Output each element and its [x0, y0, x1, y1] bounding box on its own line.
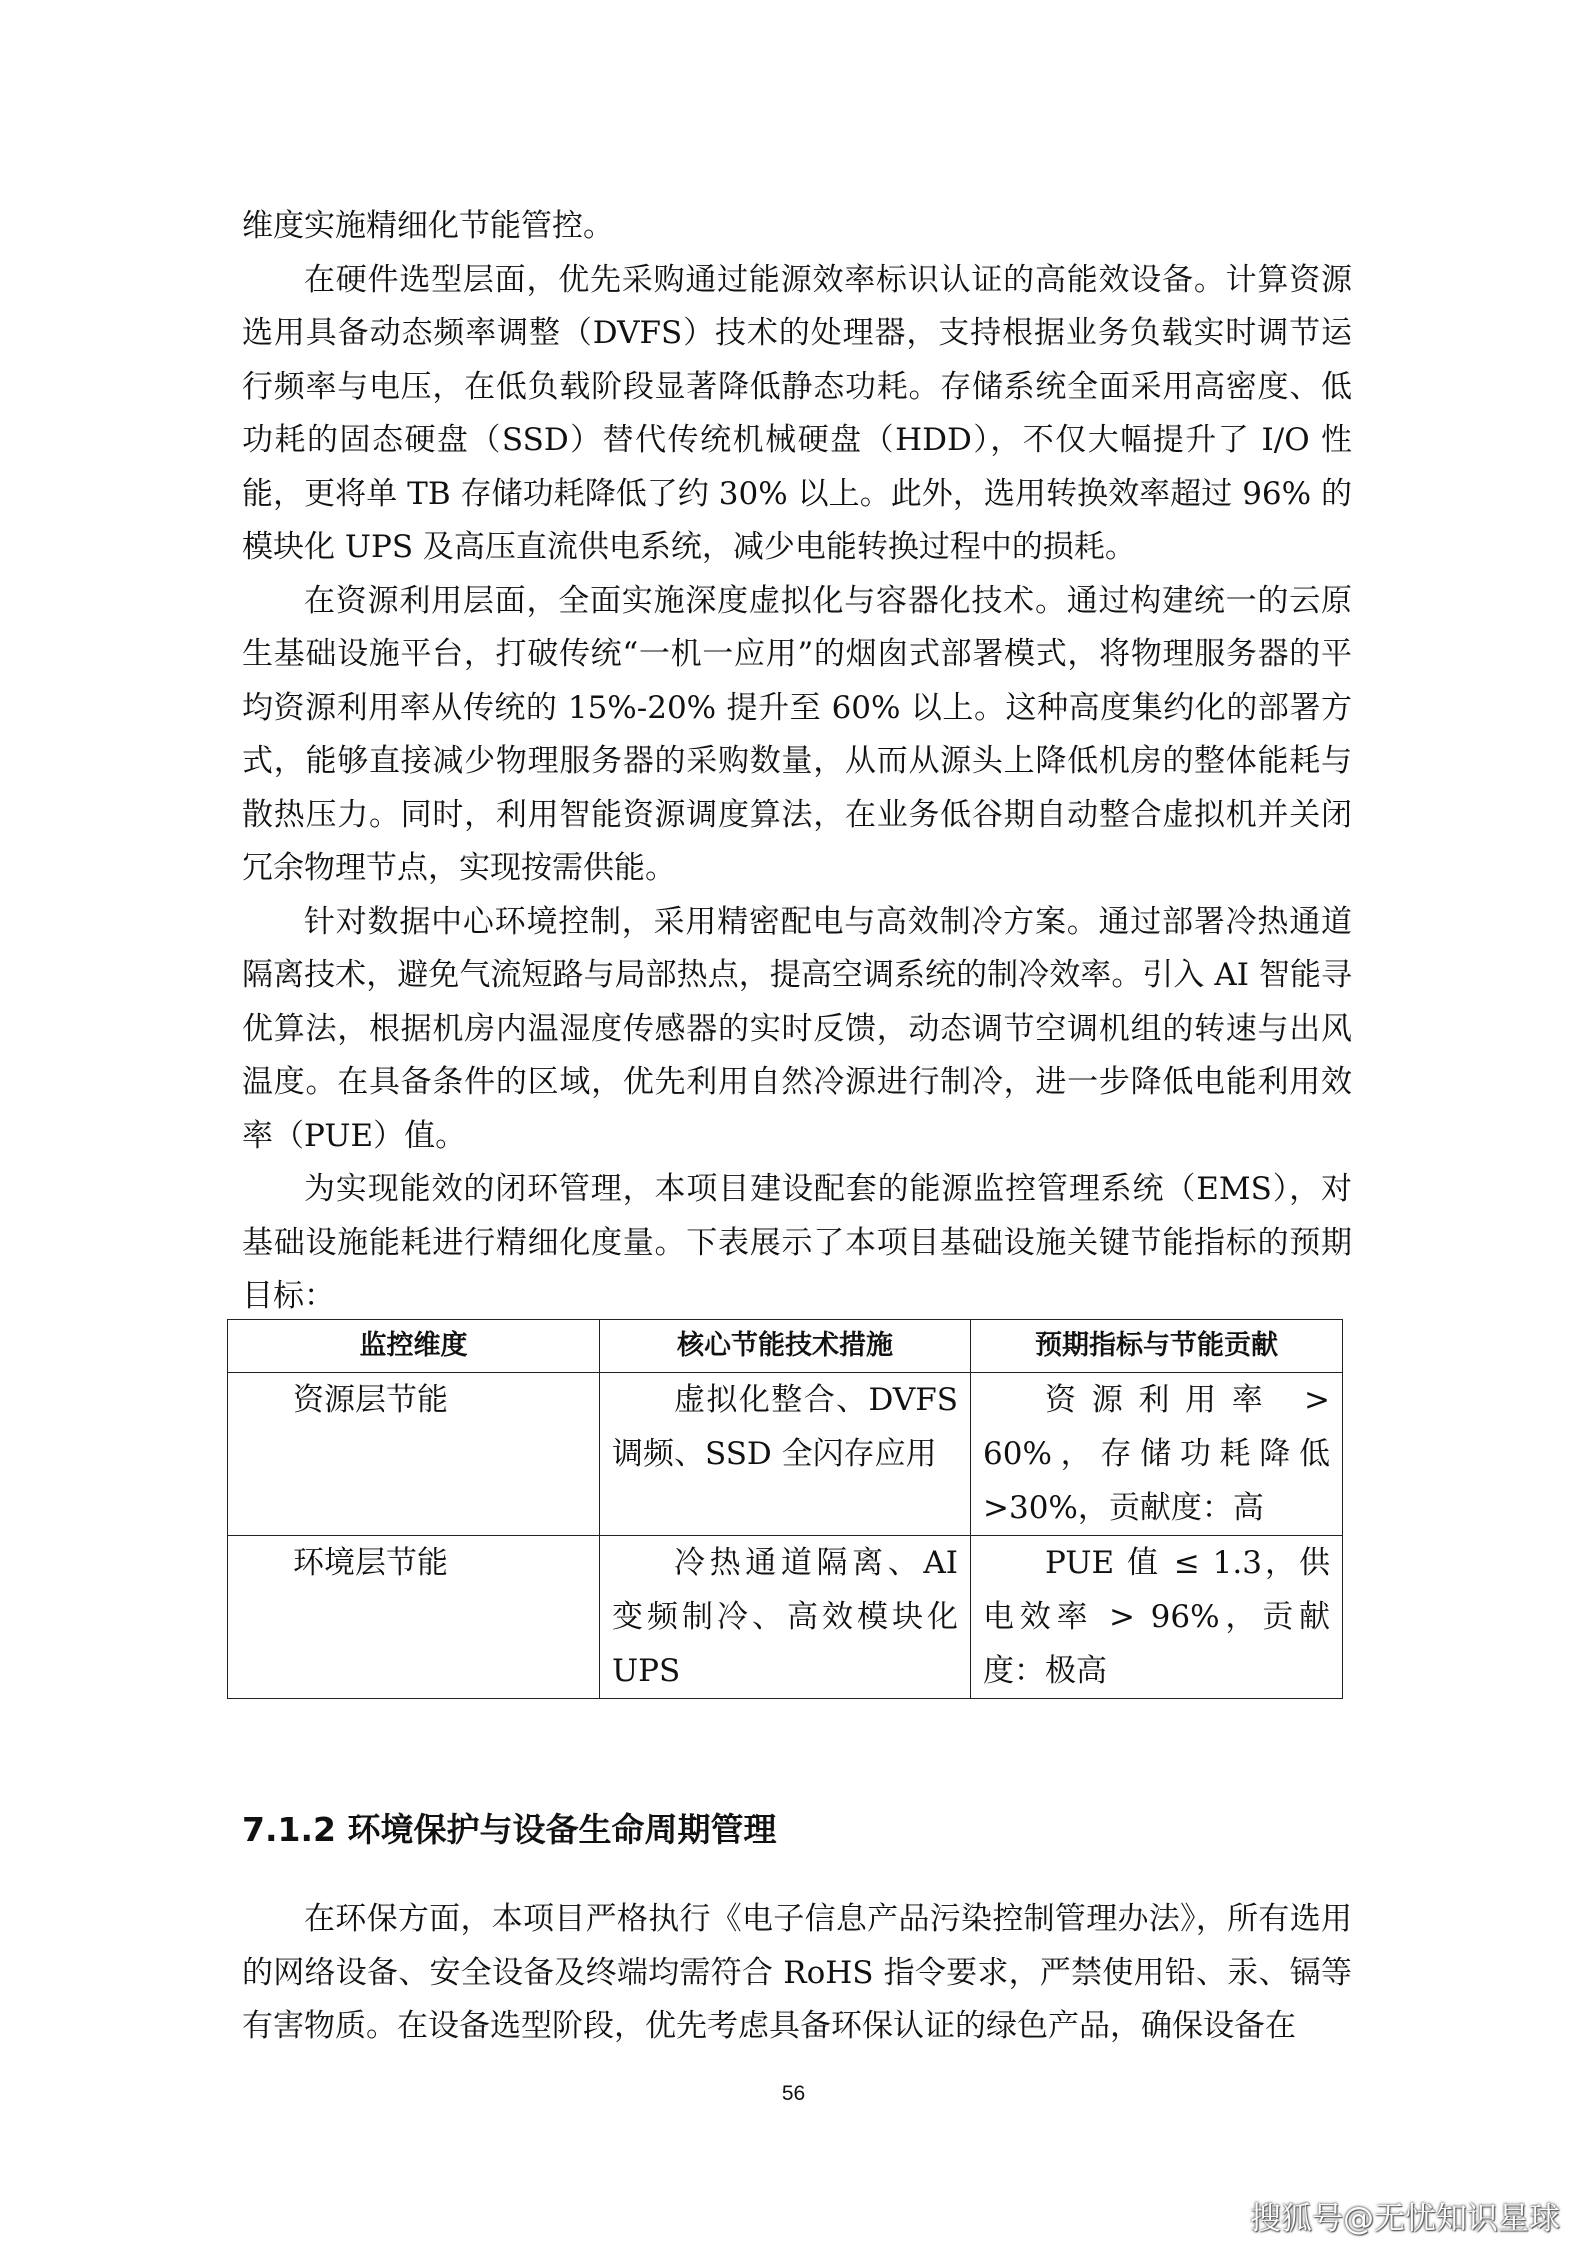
- table-cell-targets: [971, 1373, 1343, 1536]
- paragraph-continuation: 维度实施精细化节能管控。: [242, 208, 614, 244]
- paragraph-ems: 为实现能效的闭环管理，本项目建设配套的能源监控管理系统（EMS），对基础设施能耗进行精细化度量。下表展示了本项目基础设施关键节能指标的预期目标：: [242, 1171, 1352, 1314]
- cell-text: PUE 值 ≤ 1.3，供电效率 > 96%，贡献度：极高: [983, 1545, 1330, 1689]
- body-text-bottom: [242, 1893, 1352, 2054]
- table-cell-dimension: 资源层节能: [228, 1373, 600, 1536]
- header-dimension: 监控维度: [228, 1320, 600, 1373]
- cell-text: 资源利用率 > 60%，存储功耗降低 >30%，贡献度：高: [983, 1382, 1330, 1526]
- cell-text: 冷热通道隔离、AI 变频制冷、高效模块化 UPS: [612, 1545, 958, 1689]
- cell-text: 虚拟化整合、DVFS 调频、SSD 全闪存应用: [612, 1382, 958, 1472]
- watermark: 搜狐号@无忧知识星球: [1250, 2201, 1560, 2237]
- header-targets: 预期指标与节能贡献: [971, 1320, 1343, 1373]
- table-row: [228, 1373, 1343, 1536]
- table-row: [228, 1536, 1343, 1699]
- paragraph-environmental: 在环保方面，本项目严格执行《电子信息产品污染控制管理办法》，所有选用的网络设备、安全设备及终端均需符合 RoHS 指令要求，严禁使用铅、汞、镉等有害物质。在设备选型阶段，优先考虑具备环保认证的绿色产品，确保设备在: [242, 1901, 1352, 2044]
- table-header-row: [228, 1320, 1343, 1373]
- table-cell-targets: [971, 1536, 1343, 1699]
- paragraph-environment: 针对数据中心环境控制，采用精密配电与高效制冷方案。通过部署冷热通道隔离技术，避免气流短路与局部热点，提高空调系统的制冷效率。引入 AI 智能寻优算法，根据机房内温湿度传感器的实时反馈，动态调节空调机组的转速与出风温度。在具备条件的区域，优先利用自然冷源进行制冷，进一步降低电能利用效率（PUE）值。: [242, 903, 1352, 1154]
- section-heading: 7.1.2 环境保护与设备生命周期管理: [242, 1810, 777, 1849]
- energy-metrics-table-wrapper: [227, 1319, 1342, 1699]
- paragraph-hardware: 在硬件选型层面，优先采购通过能源效率标识认证的高能效设备。计算资源选用具备动态频率调整（DVFS）技术的处理器，支持根据业务负载实时调节运行频率与电压，在低负载阶段显著降低静态功耗。存储系统全面采用高密度、低功耗的固态硬盘（SSD）替代传统机械硬盘（HDD），不仅大幅提升了 I/O 性能，更将单 TB 存储功耗降低了约 30% 以上。此外，选用转换效率超过 96% 的模块化 UPS 及高压直流供电系统，减少电能转换过程中的损耗。: [242, 261, 1352, 565]
- table-cell-measures: [600, 1536, 971, 1699]
- table-cell-dimension: 环境层节能: [228, 1536, 600, 1699]
- body-text-top: [242, 200, 1352, 1324]
- table-cell-measures: [600, 1373, 971, 1536]
- energy-metrics-table: [227, 1319, 1343, 1699]
- paragraph-resource: 在资源利用层面，全面实施深度虚拟化与容器化技术。通过构建统一的云原生基础设施平台，打破传统“一机一应用”的烟囱式部署模式，将物理服务器的平均资源利用率从传统的 15%-20% 提升至 60% 以上。这种高度集约化的部署方式，能够直接减少物理服务器的采购数量，从而从源头上降低机房的整体能耗与散热压力。同时，利用智能资源调度算法，在业务低谷期自动整合虚拟机并关闭冗余物理节点，实现按需供能。: [242, 582, 1352, 886]
- page-number: 56: [781, 2082, 806, 2105]
- header-measures: 核心节能技术措施: [600, 1320, 971, 1373]
